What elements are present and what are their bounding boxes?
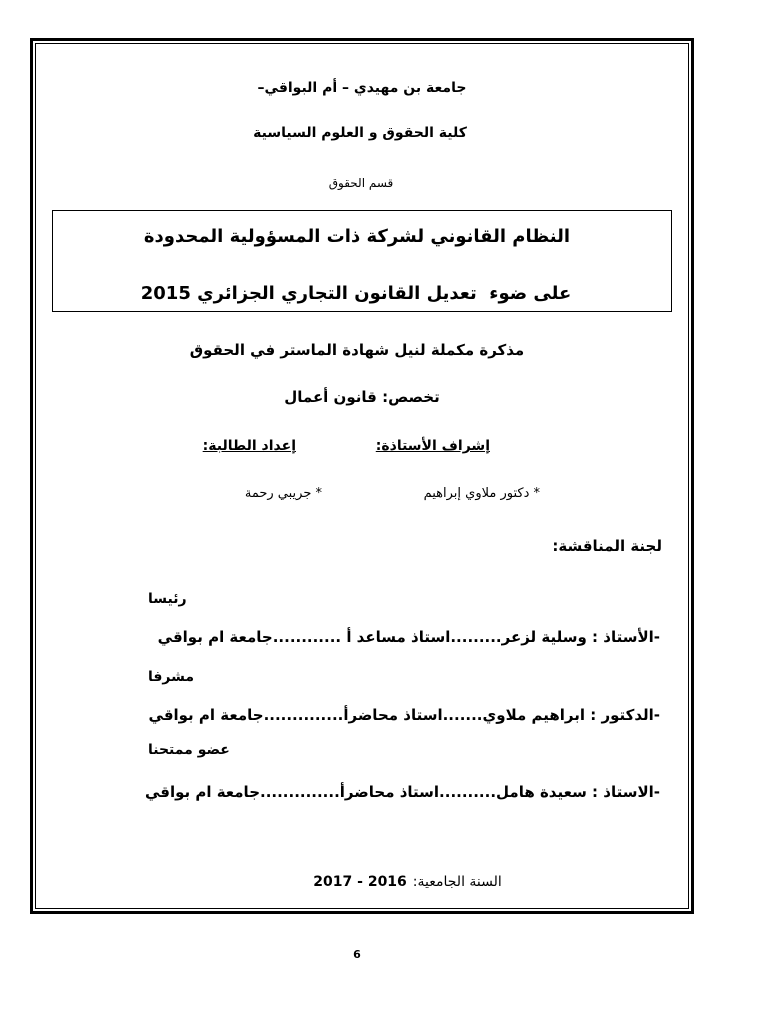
degree-statement: مذكرة مكملة لنيل شهادة الماستر في الحقوق bbox=[189, 341, 525, 359]
student-heading: إعداد الطالبة: bbox=[202, 438, 296, 454]
supervisor-name: * دكتور ملاوي إبراهيم bbox=[423, 486, 540, 501]
committee-member-line: -الدكتور : ابراهيم ملاوي.......استاذ محاضرأ..............جامعة ام بواقي bbox=[148, 706, 660, 724]
committee-member-line: -الأستاذ : وسلية لزعر.........استاذ مساعد أ ............جامعة ام بواقي bbox=[157, 628, 660, 646]
thesis-title-line-1: النظام القانوني لشركة ذات المسؤولية المحدودة bbox=[143, 226, 571, 247]
academic-year bbox=[262, 852, 562, 892]
committee-role-president: رئيسا bbox=[148, 591, 187, 607]
university-name: جامعة بن مهيدي – أم البواقي– bbox=[257, 80, 467, 96]
page-number: 6 bbox=[353, 948, 361, 961]
thesis-title-line-2: على ضوء تعديل القانون التجاري الجزائري 2015 bbox=[140, 283, 572, 304]
academic-year-label: السنة الجامعية: bbox=[412, 874, 502, 890]
committee-member-line: -الاستاذ : سعيدة هامل..........استاذ محاضرأ..............جامعة ام بواقي bbox=[144, 783, 660, 801]
committee-heading: لجنة المناقشة: bbox=[552, 537, 662, 555]
academic-year-value: 2016 - 2017 bbox=[313, 874, 407, 890]
student-name: * جريبي رحمة bbox=[244, 486, 322, 501]
faculty-name: كلية الحقوق و العلوم السياسية bbox=[253, 125, 467, 141]
specialty: تخصص: قانون أعمال bbox=[284, 388, 440, 406]
committee-role-examiner: عضو ممتحنا bbox=[148, 742, 230, 758]
supervisor-heading: إشراف الأستاذة: bbox=[375, 438, 490, 454]
committee-role-supervisor: مشرفا bbox=[148, 669, 195, 685]
page-frame-inner-line bbox=[35, 43, 689, 909]
department-name: قسم الحقوق bbox=[328, 176, 394, 190]
